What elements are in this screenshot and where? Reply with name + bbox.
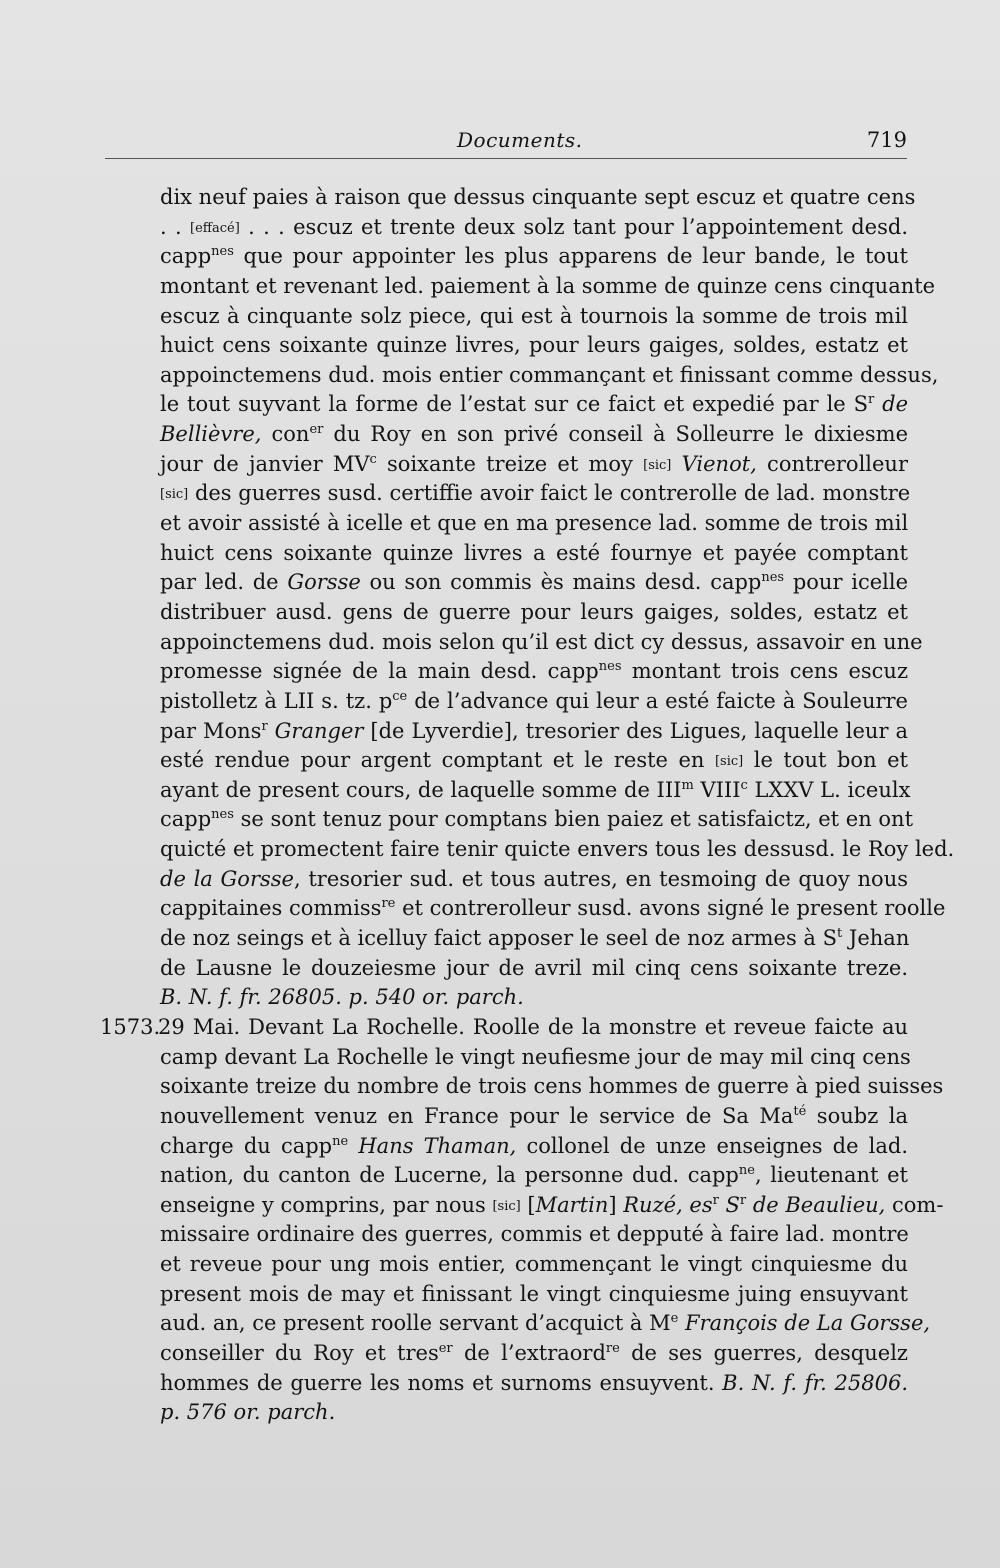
text-line: ayant de present cours, de laquelle somme de III$^m$ VIII$^c$ LXXV L. iceulx <box>160 777 911 802</box>
text-line: . . [effacé] . . . escuz et trente deux solz tant pour l’appointement desd. <box>160 214 909 239</box>
text-line: de Lausne le douzeiesme jour de avril mil cinq cens soixante treze. <box>160 955 908 980</box>
text-line: cappitaines commiss$^{re}$ et contrerolleur susd. avons signé le present roolle <box>160 896 946 921</box>
text-line: le tout suyvant la forme de l’estat sur ce faict et expedié par le $S^r$ de <box>160 392 908 417</box>
text-line: capp$^{nes}$ que pour appointer les plus apparens de leur bande, le tout <box>160 244 908 269</box>
text-line: conseiller du Roy et tres$^{er}$ de l’extraord$^{re}$ de ses guerres, desquelz <box>160 1340 908 1365</box>
text-line: Bellièvre, con$^{er}$ du Roy en son privé conseil à Solleurre le dixiesme <box>160 422 908 447</box>
text-line: de la Gorsse, tresorier sud. et tous autres, en tesmoing de quoy nous <box>160 866 908 891</box>
entry-year: 1573. <box>100 1014 161 1039</box>
text-line: pistolletz à LII s. tz. $p^{ce}$ de l’advance qui leur a esté faicte à Souleurre <box>160 688 908 713</box>
text-line: hommes de guerre les noms et surnoms ensuyvent. B. N. f. fr. 25806. <box>160 1370 908 1395</box>
text-line: par led. de Gorsse ou son commis ès mains desd. capp$^{nes}$ pour icelle <box>160 570 908 595</box>
text-line: camp devant La Rochelle le vingt neufiesme jour de may mil cinq cens <box>160 1044 911 1069</box>
text-line: nation, du canton de Lucerne, la personne dud. capp$^{ne}$, lieutenant et <box>160 1163 908 1188</box>
text-line: escuz à cinquante solz piece, qui est à tournois la somme de trois mil <box>160 303 908 328</box>
citation-line: p. 576 or. parch. <box>160 1400 336 1425</box>
text-line: capp$^{nes}$ se sont tenuz pour comptans bien paiez et satisfaictz, et en ont <box>160 807 914 832</box>
text-line: aud. an, ce present roolle servant d’acquict à Me François de La Gorsse, <box>160 1311 931 1336</box>
text-line: appoinctemens dud. mois entier commançant et finissant comme dessus, <box>160 362 939 387</box>
text-line: et avoir assisté à icelle et que en ma presence lad. somme de trois mil <box>160 511 909 536</box>
text-line: de noz seings et à icelluy faict apposer le seel de noz armes à $S^t$ Jehan <box>160 926 910 951</box>
text-line: nouvellement venuz en France pour le service de Sa $Ma^{té}$ soubz la <box>160 1103 908 1128</box>
text-line: missaire ordinaire des guerres, commis et depputé à faire lad. montre <box>160 1222 909 1247</box>
text-line: dix neuf paies à raison que dessus cinquante sept escuz et quatre cens <box>160 185 916 209</box>
text-line: jour de janvier $MV^c$ soixante treize et moy [sic] Vienot, contrerolleur <box>160 451 908 476</box>
running-title: Documents. <box>457 128 583 152</box>
entry-line: 1573.29 Mai. Devant La Rochelle. Roolle de la monstre et reveue faicte au <box>100 1013 908 1043</box>
text-line: promesse signée de la main desd. capp$^{nes}$ montant trois cens escuz <box>160 659 909 684</box>
text-line: huict cens soixante quinze livres, pour leurs gaiges, soldes, estatz et <box>160 333 908 358</box>
text-line: appoinctemens dud. mois selon qu’il est dict cy dessus, assavoir en une <box>160 629 923 654</box>
text-line: quicté et promectent faire tenir quicte envers tous les dessusd. le Roy led. <box>160 837 955 862</box>
citation-line: B. N. f. fr. 26805. p. 540 or. parch. <box>160 985 524 1010</box>
text-line: [sic] des guerres susd. certiffie avoir faict le contrerolle de lad. monstre <box>160 481 911 506</box>
header-rule <box>105 158 907 159</box>
text-line: present mois de may et finissant le vingt cinquiesme juing ensuyvant <box>160 1281 908 1306</box>
text-line: et reveue pour ung mois entier, commençant le vingt cinquiesme du <box>160 1252 908 1277</box>
text-line: soixante treize du nombre de trois cens hommes de guerre à pied suisses <box>160 1074 944 1099</box>
text-line: distribuer ausd. gens de guerre pour leurs gaiges, soldes, estatz et <box>160 599 908 624</box>
text-line: charge du capp$^{ne}$ Hans Thaman, collonel de unze enseignes de lad. <box>160 1133 908 1158</box>
text-line: par Mons$^r$ Granger [de Lyverdie], tresorier des Ligues, laquelle leur a <box>160 718 908 743</box>
text-line: huict cens soixante quinze livres a esté fournye et payée comptant <box>160 540 908 565</box>
text-line: esté rendue pour argent comptant et le reste en [sic] le tout bon et <box>160 748 908 773</box>
text-line: montant et revenant led. paiement à la somme de quinze cens cinquante <box>160 273 936 298</box>
page-number: 719 <box>866 128 907 152</box>
running-header <box>105 128 907 158</box>
text-line: enseigne y comprins, par nous [sic] [Martin] Ruzé, $es^r$ $S^r$ de Beaulieu, com- <box>160 1192 944 1217</box>
document-text <box>100 183 955 1428</box>
